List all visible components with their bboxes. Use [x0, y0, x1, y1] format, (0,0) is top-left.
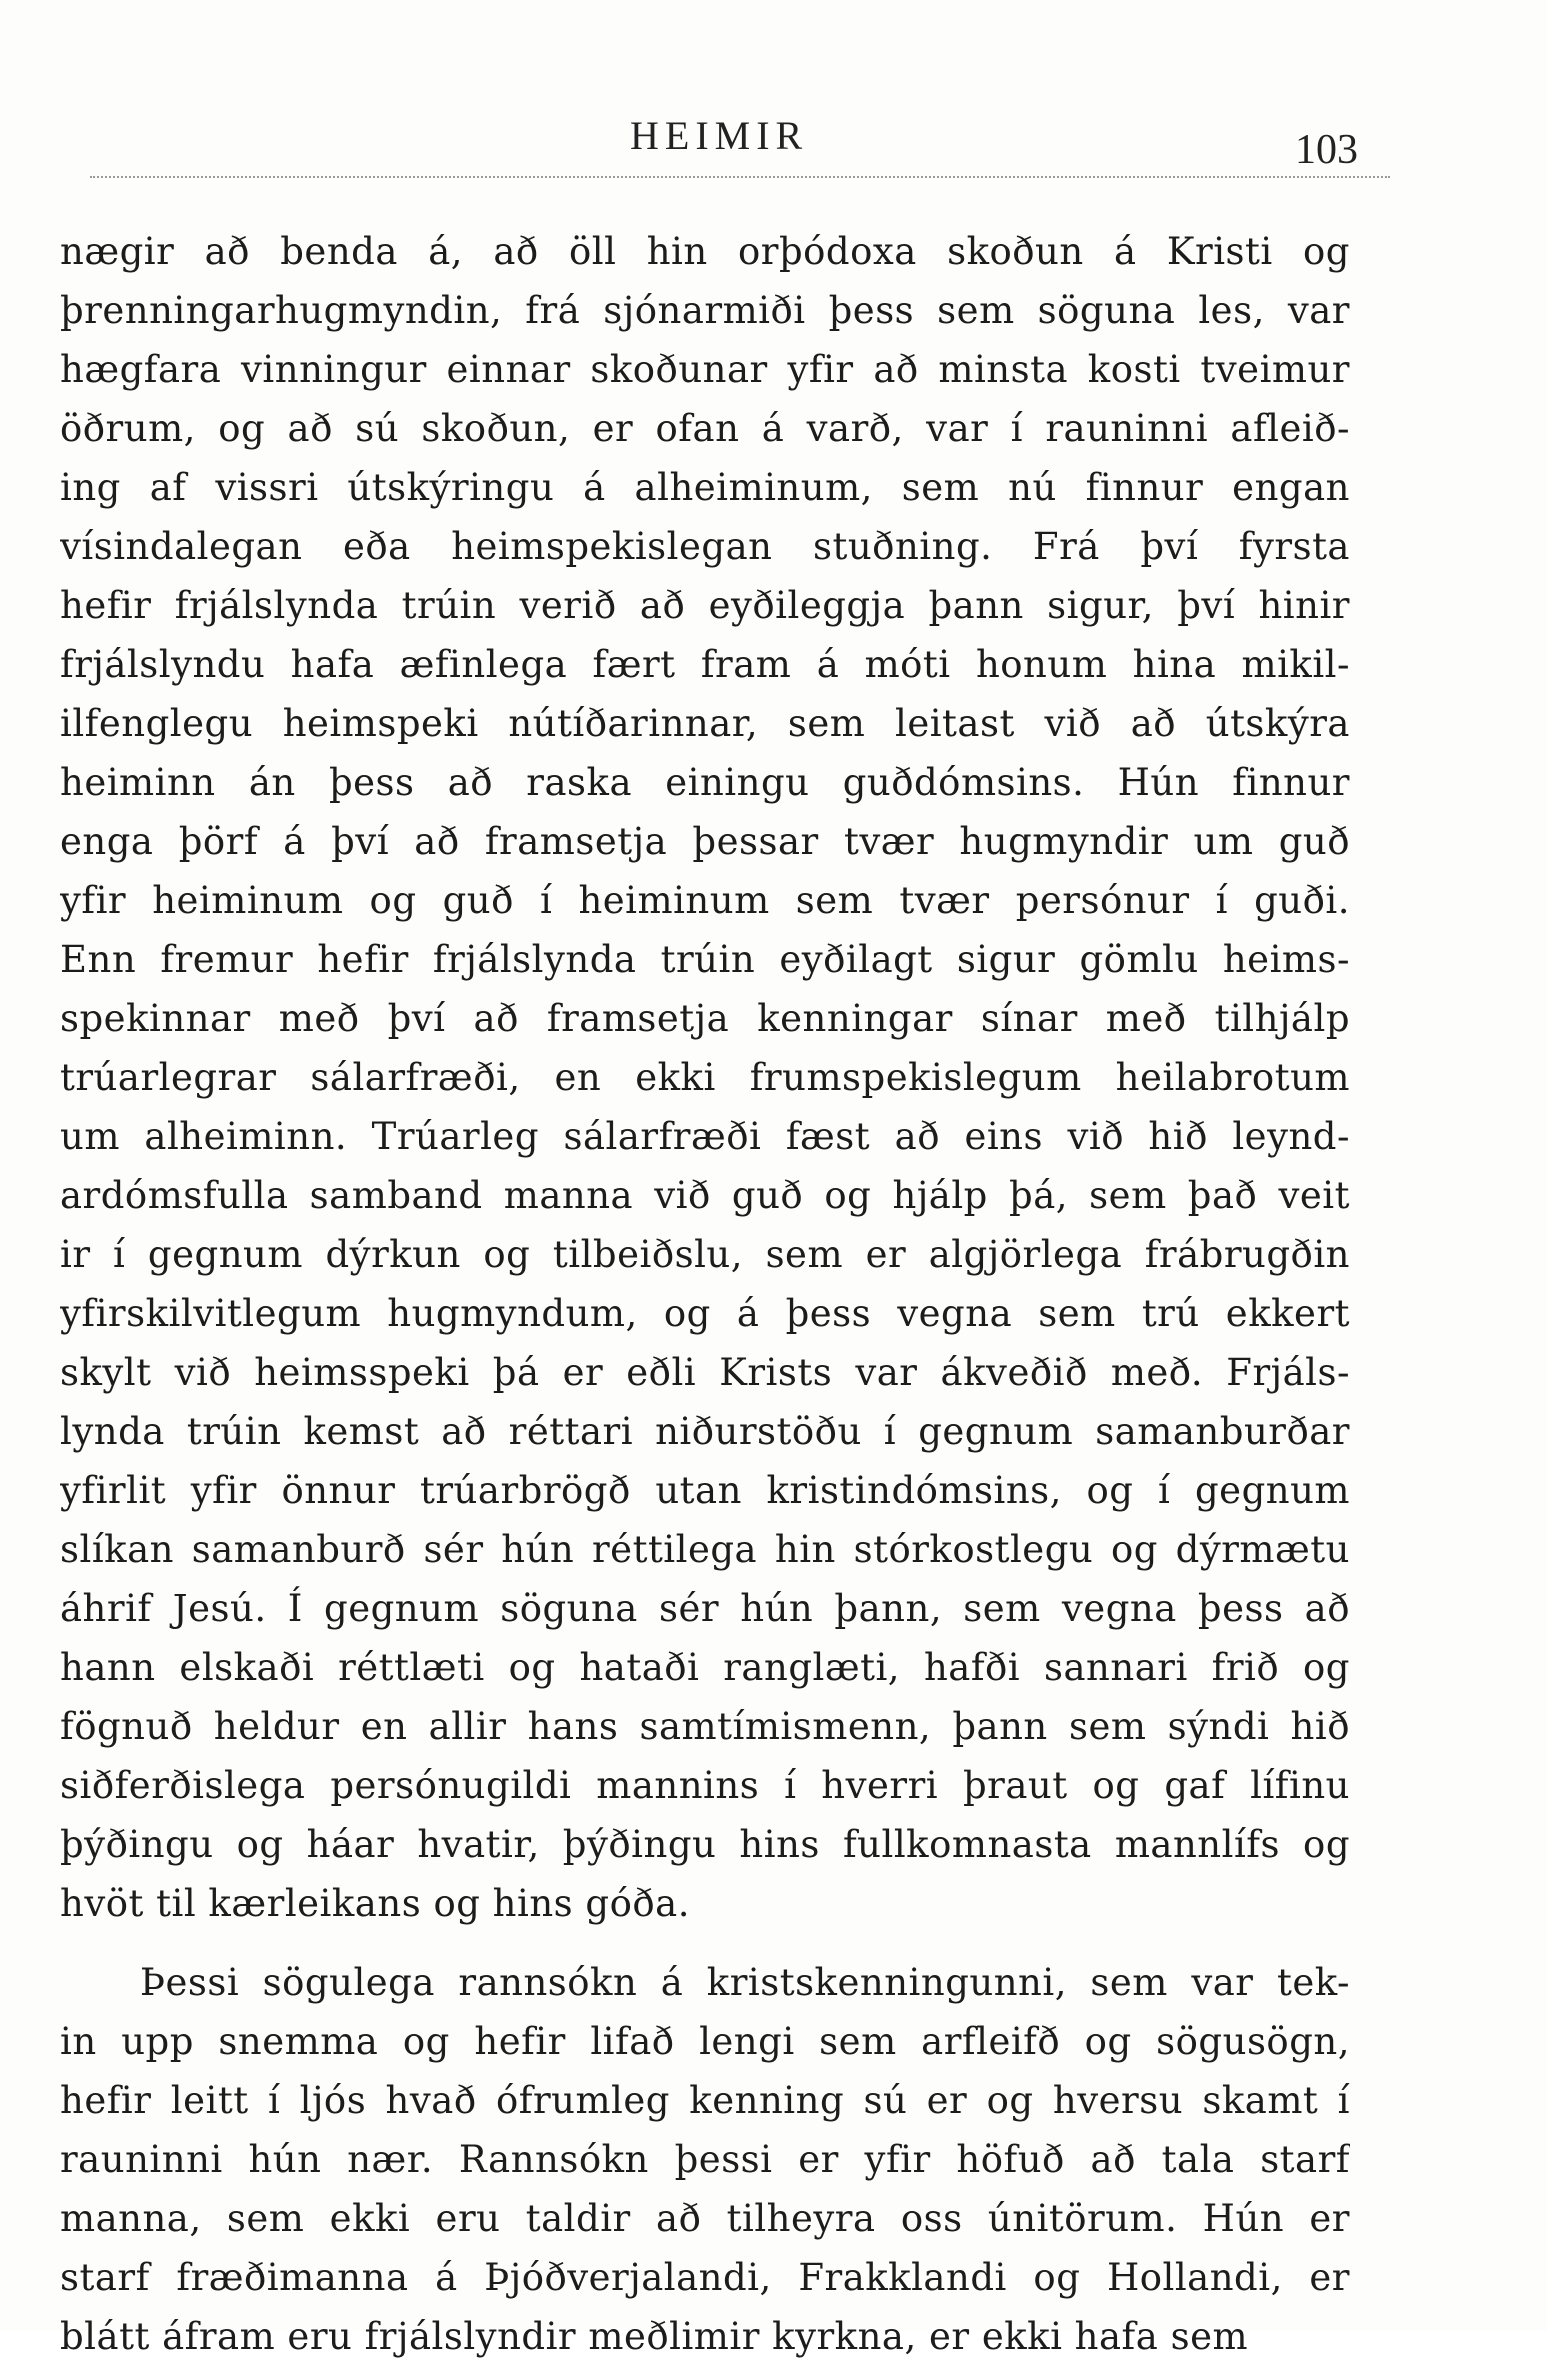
text-line: starf fræðimanna á Þjóðverjalandi, Frakklandi og Hollandi, er — [60, 2256, 1350, 2299]
page-number: 103 — [1295, 127, 1358, 173]
text-line: hvöt til kærleikans og hins góða. — [60, 1882, 690, 1925]
text-line: yfir heiminum og guð í heiminum sem tvær persónur í guði. — [60, 879, 1350, 922]
text-line: þýðingu og háar hvatir, þýðingu hins fullkomnasta mannlífs og — [60, 1823, 1350, 1866]
text-line: áhrif Jesú. Í gegnum söguna sér hún þann, sem vegna þess að — [60, 1587, 1350, 1630]
text-line: þrenningarhugmyndin, frá sjónarmiði þess sem söguna les, var — [60, 289, 1350, 332]
text-line: Þessi sögulega rannsókn á kristskenningunni, sem var tek- — [140, 1961, 1350, 2004]
paragraph — [60, 1953, 1350, 2366]
text-line: spekinnar með því að framsetja kenningar sínar með tilhjálp — [60, 997, 1350, 1040]
text-line: lynda trúin kemst að réttari niðurstöðu í gegnum samanburðar — [60, 1410, 1350, 1453]
text-line: yfirlit yfir önnur trúarbrögð utan kristindómsins, og í gegnum — [60, 1469, 1350, 1512]
text-line: heiminn án þess að raska einingu guðdómsins. Hún finnur — [60, 761, 1350, 804]
text-line: trúarlegrar sálarfræði, en ekki frumspekislegum heilabrotum — [60, 1056, 1350, 1099]
text-line: um alheiminn. Trúarleg sálarfræði fæst að eins við hið leynd- — [60, 1115, 1350, 1158]
text-line: ir í gegnum dýrkun og tilbeiðslu, sem er algjörlega frábrugðin — [60, 1233, 1350, 1276]
text-line: ing af vissri útskýringu á alheiminum, sem nú finnur engan — [60, 466, 1350, 509]
header-rule — [90, 176, 1390, 178]
text-line: hefir frjálslynda trúin verið að eyðileggja þann sigur, því hinir — [60, 584, 1350, 627]
body-text — [60, 222, 1350, 2366]
running-title: HEIMIR — [630, 113, 809, 158]
text-line: hefir leitt í ljós hvað ófrumleg kenning sú er og hversu skamt í — [60, 2079, 1350, 2122]
paragraph — [60, 222, 1350, 1933]
text-line: manna, sem ekki eru taldir að tilheyra oss únitörum. Hún er — [60, 2197, 1350, 2240]
text-line: fögnuð heldur en allir hans samtímismenn, þann sem sýndi hið — [60, 1705, 1350, 1748]
text-line: blátt áfram eru frjálslyndir meðlimir kyrkna, er ekki hafa sem — [60, 2315, 1249, 2358]
text-line: hann elskaði réttlæti og hataði ranglæti, hafði sannari frið og — [60, 1646, 1350, 1689]
text-line: rauninni hún nær. Rannsókn þessi er yfir höfuð að tala starf — [60, 2138, 1350, 2181]
text-line: skylt við heimsspeki þá er eðli Krists var ákveðið með. Frjáls- — [60, 1351, 1350, 1394]
text-line: yfirskilvitlegum hugmyndum, og á þess vegna sem trú ekkert — [60, 1292, 1350, 1335]
text-line: enga þörf á því að framsetja þessar tvær hugmyndir um guð — [60, 820, 1350, 863]
text-line: ilfenglegu heimspeki nútíðarinnar, sem leitast við að útskýra — [60, 702, 1350, 745]
running-head — [0, 112, 1547, 172]
text-line: siðferðislega persónugildi mannins í hverri þraut og gaf lífinu — [60, 1764, 1350, 1807]
text-line: Enn fremur hefir frjálslynda trúin eyðilagt sigur gömlu heims- — [60, 938, 1350, 981]
text-line: nægir að benda á, að öll hin orþódoxa skoðun á Kristi og — [60, 230, 1350, 273]
text-line: in upp snemma og hefir lifað lengi sem arfleifð og sögusögn, — [60, 2020, 1350, 2063]
text-line: hægfara vinningur einnar skoðunar yfir að minsta kosti tveimur — [60, 348, 1350, 391]
text-line: öðrum, og að sú skoðun, er ofan á varð, var í rauninni afleið- — [60, 407, 1350, 450]
text-line: slíkan samanburð sér hún réttilega hin stórkostlegu og dýrmætu — [60, 1528, 1350, 1571]
paragraph-gap — [60, 1933, 1350, 1953]
text-line: vísindalegan eða heimspekislegan stuðning. Frá því fyrsta — [60, 525, 1350, 568]
text-line: ardómsfulla samband manna við guð og hjálp þá, sem það veit — [60, 1174, 1350, 1217]
text-line: frjálslyndu hafa æfinlega fært fram á móti honum hina mikil- — [60, 643, 1350, 686]
